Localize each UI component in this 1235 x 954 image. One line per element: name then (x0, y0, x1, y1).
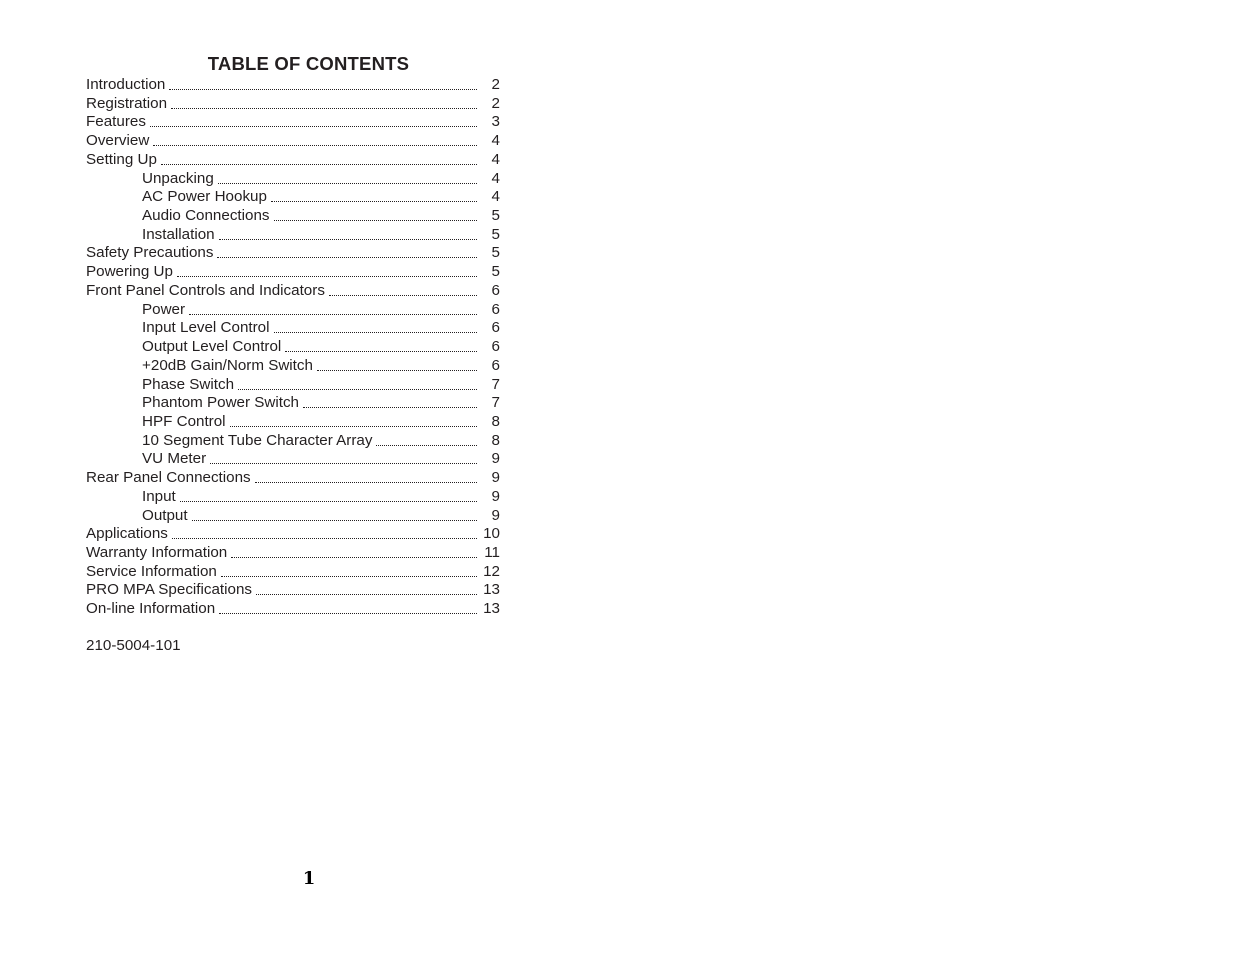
toc-entry-page: 5 (491, 207, 500, 225)
dot-leader (256, 594, 477, 595)
toc-entry-page: 5 (491, 244, 500, 262)
toc-entry-label: Output (142, 506, 188, 524)
dot-leader (150, 126, 477, 127)
toc-entry (86, 338, 500, 357)
toc-entry-page: 2 (491, 76, 500, 93)
toc-entry-label: Powering Up (86, 263, 173, 281)
toc-entry-label: Installation (142, 225, 215, 243)
toc-entry-label: +20dB Gain/Norm Switch (142, 356, 313, 374)
toc-entry-page: 6 (491, 319, 500, 337)
toc-entry-label: Phase Switch (142, 375, 235, 393)
dot-leader (274, 332, 477, 333)
dot-leader (180, 501, 477, 502)
toc-entry (86, 188, 500, 207)
toc-entry-label: Setting Up (86, 150, 157, 168)
toc-entry-label: Power (142, 300, 186, 318)
toc-entry-page: 6 (491, 356, 500, 374)
toc-entry-page: 10 (483, 525, 500, 543)
dot-leader (161, 164, 477, 165)
toc-entry-page: 9 (491, 469, 500, 487)
dot-leader (231, 557, 477, 558)
toc-entry (86, 151, 500, 170)
toc-entry (86, 563, 500, 582)
dot-leader (177, 276, 477, 277)
toc-entry-page: 2 (491, 94, 500, 112)
dot-leader (303, 407, 477, 408)
toc-entry-label: HPF Control (142, 412, 226, 430)
toc-entry (86, 132, 500, 151)
toc-entry-label: AC Power Hookup (142, 188, 267, 206)
toc-entry-page: 4 (491, 169, 500, 187)
toc-entry-label: Registration (86, 94, 168, 112)
toc-entry-page: 6 (491, 300, 500, 318)
toc-entry (86, 319, 500, 338)
dot-leader (285, 351, 477, 352)
toc-entry (86, 394, 500, 413)
toc-entry-page: 4 (491, 150, 500, 168)
dot-leader (219, 613, 477, 614)
toc-entry-label: Audio Connections (142, 207, 270, 225)
toc-entry-label: Front Panel Controls and Indicators (86, 281, 325, 299)
toc-entry-label: Phantom Power Switch (142, 394, 300, 412)
dot-leader (221, 576, 477, 577)
toc-entry (86, 432, 500, 451)
dot-leader (230, 426, 477, 427)
toc-entry (86, 95, 500, 114)
dot-leader (238, 389, 477, 390)
toc-entry (86, 263, 500, 282)
toc-entry (86, 413, 500, 432)
toc-entry-page: 9 (491, 450, 500, 468)
dot-leader (189, 314, 477, 315)
toc-entry-label: PRO MPA Specifications (86, 581, 253, 599)
dot-leader (210, 463, 477, 464)
page-number: 1 (302, 868, 316, 889)
toc-entry-page: 9 (491, 487, 500, 505)
toc-entry-page: 6 (491, 338, 500, 356)
toc-entry-page: 8 (491, 431, 500, 449)
toc-entry (86, 301, 500, 320)
toc-entry (86, 282, 500, 301)
toc-entry-page: 12 (483, 562, 500, 580)
toc-entry-page: 13 (483, 581, 500, 599)
toc-entry-page: 11 (484, 543, 500, 561)
toc-entry (86, 226, 500, 245)
toc-entry-page: 7 (491, 375, 500, 393)
toc-entry (86, 581, 500, 600)
toc-entry (86, 450, 500, 469)
dot-leader (171, 108, 477, 109)
toc-entry (86, 244, 500, 263)
toc-entry (86, 376, 500, 395)
dot-leader (329, 295, 477, 296)
toc-entry-label: Output Level Control (142, 338, 282, 356)
toc-entry (86, 488, 500, 507)
dot-leader (255, 482, 477, 483)
toc-entry-label: Input Level Control (142, 319, 270, 337)
toc-list (86, 76, 500, 619)
toc-entry-label: Features (86, 113, 146, 131)
toc-title: TABLE OF CONTENTS (207, 53, 410, 74)
toc-entry-label: Service Information (86, 562, 217, 580)
dot-leader (219, 239, 477, 240)
dot-leader (169, 89, 477, 90)
toc-entry-label: Rear Panel Connections (86, 469, 251, 487)
toc-entry-label: Input (142, 487, 176, 505)
toc-entry-page: 5 (491, 225, 500, 243)
toc-entry-label: VU Meter (142, 450, 207, 468)
dot-leader (192, 520, 477, 521)
dot-leader (271, 201, 477, 202)
toc-entry-page: 5 (491, 263, 500, 281)
dot-leader (217, 257, 477, 258)
toc-entry (86, 357, 500, 376)
toc-entry-page: 3 (491, 113, 500, 131)
toc-entry (86, 207, 500, 226)
toc-entry (86, 507, 500, 526)
toc-entry (86, 525, 500, 544)
document-number: 210-5004-101 (86, 637, 181, 654)
toc-entry-label: Warranty Information (86, 543, 228, 561)
toc-entry (86, 170, 500, 189)
dot-leader (153, 145, 477, 146)
dot-leader (218, 183, 477, 184)
toc-entry-page: 4 (491, 132, 500, 150)
toc-entry-label: Unpacking (142, 169, 214, 187)
toc-entry-page: 13 (483, 600, 500, 618)
toc-entry-page: 9 (491, 506, 500, 524)
toc-entry-page: 8 (491, 412, 500, 430)
toc-entry-page: 6 (491, 281, 500, 299)
toc-entry-label: On-line Information (86, 600, 216, 618)
toc-entry (86, 469, 500, 488)
toc-entry-label: 10 Segment Tube Character Array (142, 431, 373, 449)
toc-entry (86, 600, 500, 619)
toc-entry-label: Safety Precautions (86, 244, 214, 262)
toc-entry-label: Overview (86, 132, 150, 150)
dot-leader (376, 445, 477, 446)
toc-entry (86, 113, 500, 132)
toc-entry-label: Introduction (86, 76, 166, 93)
toc-entry (86, 544, 500, 563)
toc-entry-page: 4 (491, 188, 500, 206)
toc-entry (86, 76, 500, 95)
toc-entry-label: Applications (86, 525, 168, 543)
dot-leader (274, 220, 477, 221)
dot-leader (317, 370, 477, 371)
dot-leader (172, 538, 477, 539)
toc-entry-page: 7 (491, 394, 500, 412)
